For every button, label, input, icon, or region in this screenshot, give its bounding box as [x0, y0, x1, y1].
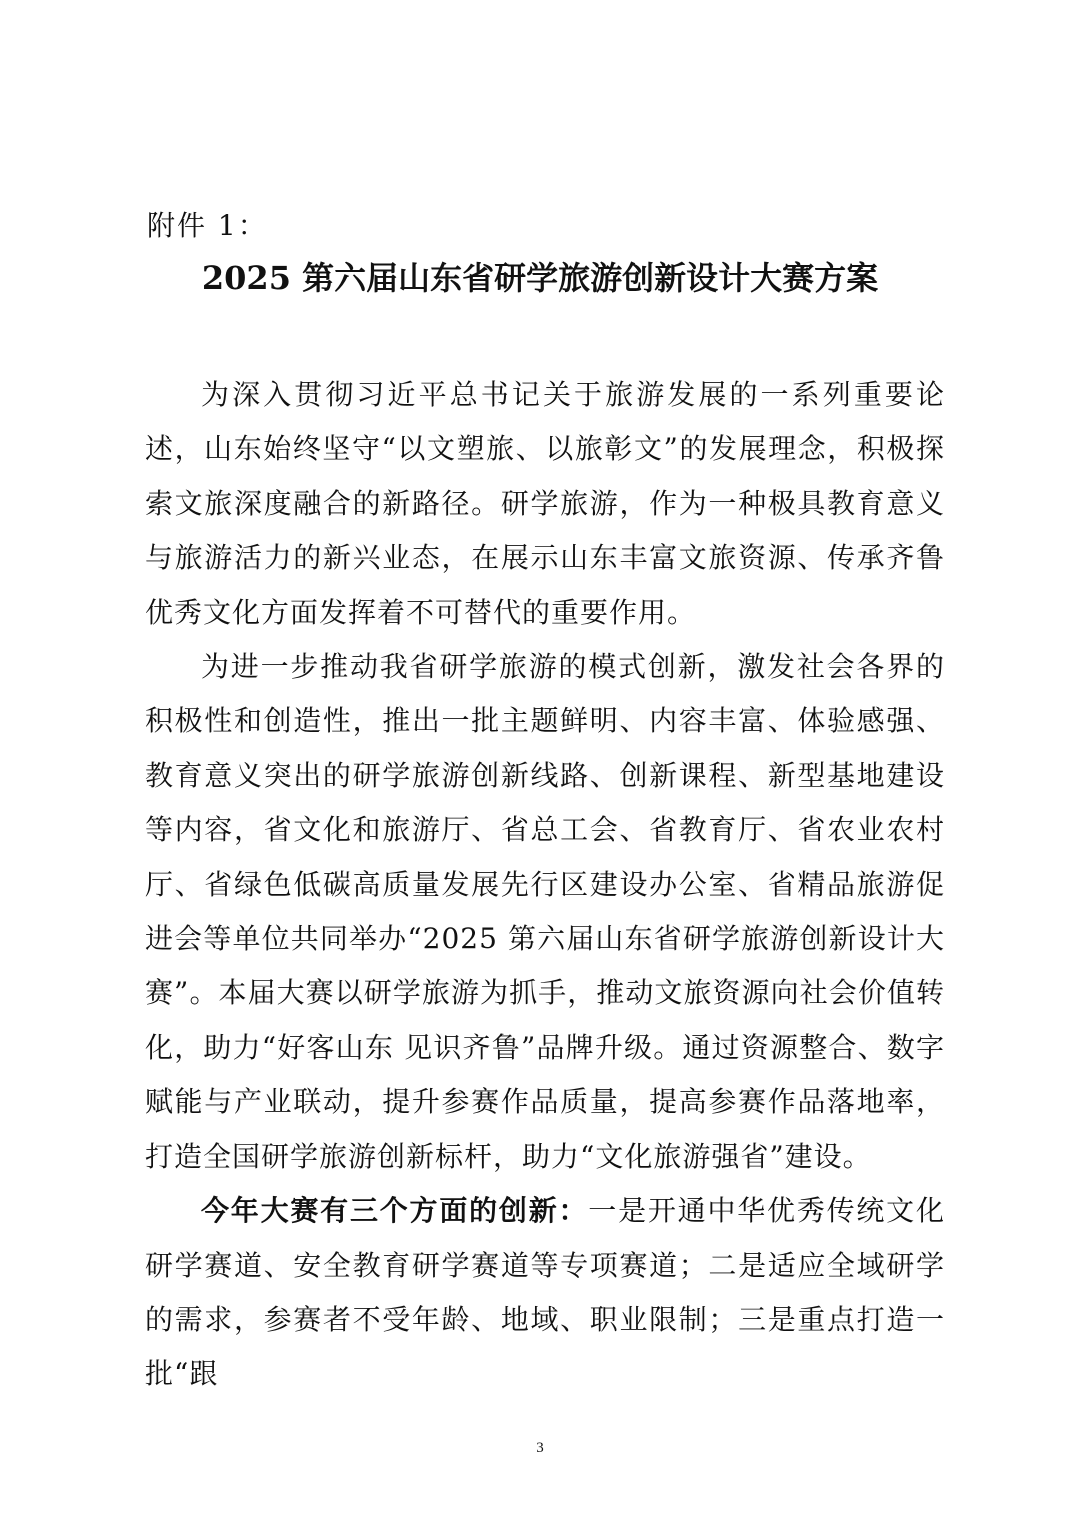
document-title: 2025 第六届山东省研学旅游创新设计大赛方案	[201, 259, 879, 297]
paragraph-1: 为深入贯彻习近平总书记关于旅游发展的一系列重要论述，山东始终坚守“以文塑旅、以旅彰文”的发展理念，积极探索文旅深度融合的新路径。研学旅游，作为一种极具教育意义与旅游活力的新兴业态，在展示山东丰富文旅资源、传承齐鲁优秀文化方面发挥着不可替代的重要作用。	[145, 378, 945, 629]
paragraph-3-lead: 今年大赛有三个方面的创新：	[201, 1194, 589, 1228]
page-number: 3	[536, 1440, 544, 1456]
document-body	[145, 368, 945, 1402]
paragraph-3	[145, 1184, 945, 1402]
paragraph-3-text: 一是开通中华优秀传统文化研学赛道、安全教育研学赛道等专项赛道；二是适应全域研学的需求，参赛者不受年龄、地域、职业限制；三是重点打造一批“跟	[145, 1194, 945, 1391]
paragraph-2: 为进一步推动我省研学旅游的模式创新，激发社会各界的积极性和创造性，推出一批主题鲜明、内容丰富、体验感强、教育意义突出的研学旅游创新线路、创新课程、新型基地建设等内容，省文化和旅游厅、省总工会、省教育厅、省农业农村厅、省绿色低碳高质量发展先行区建设办公室、省精品旅游促进会等单位共同举办“2025 第六届山东省研学旅游创新设计大赛”。本届大赛以研学旅游为抓手，推动文旅资源向社会价值转化，助力“好客山东 见识齐鲁”品牌升级。通过资源整合、数字赋能与产业联动，提升参赛作品质量，提高参赛作品落地率，打造全国研学旅游创新标杆，助力“文化旅游强省”建设。	[145, 650, 945, 1173]
attachment-label: 附件 1：	[147, 209, 268, 242]
